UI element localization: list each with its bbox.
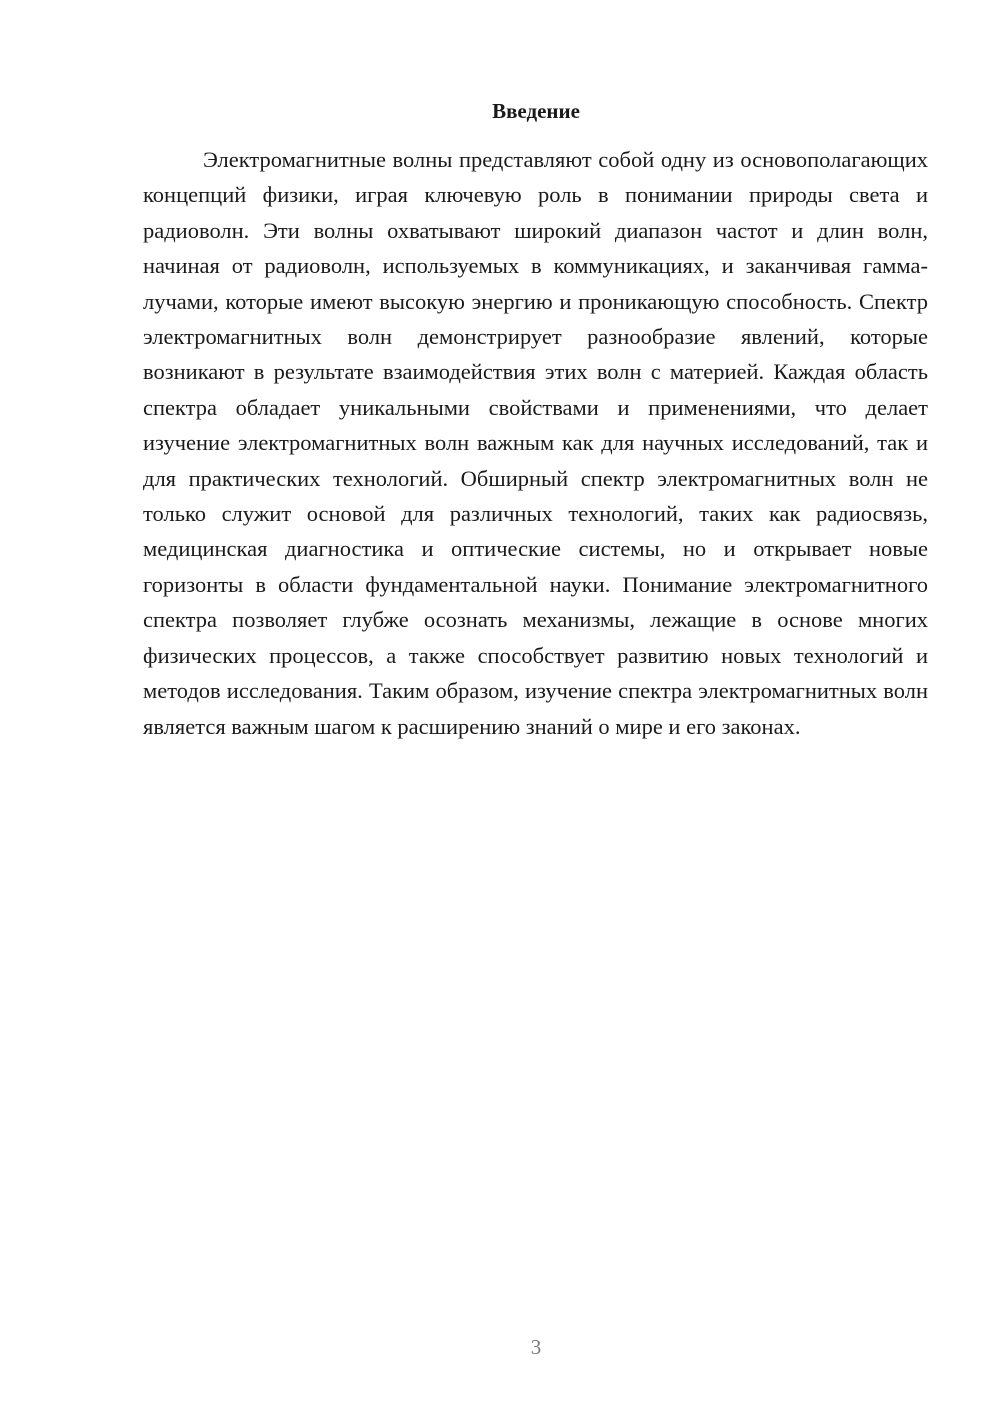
page-number: 3 (530, 1335, 542, 1359)
section-title: Введение (492, 99, 580, 123)
body-paragraph: Электромагнитные волны представляют собой одну из основополагающих концепций физики, играя ключевую роль в понимании природы света и радиоволн. Эти волны охватывают широкий диапазон частот и длин волн, начиная от радиоволн, используемых в коммуникациях, и заканчивая гамма-лучами, которые имеют высокую энергию и проникающую способность. Спектр электромагнитных волн демонстрирует разнообразие явлений, которые возникают в результате взаимодействия этих волн с материей. Каждая область спектра обладает уникальными свойствами и применениями, что делает изучение электромагнитных волн важным как для научных исследований, так и для практических технологий. Обширный спектр электромагнитных волн не только служит основой для различных технологий, таких как радиосвязь, медицинская диагностика и оптические системы, но и открывает новые горизонты в области фундаментальной науки. Понимание электромагнитного спектра позволяет глубже осознать механизмы, лежащие в основе многих физических процессов, а также способствует развитию новых технологий и методов исследования. Таким образом, изучение спектра электромагнитных волн является важным шагом к расширению знаний о мире и его законах. (143, 147, 928, 739)
